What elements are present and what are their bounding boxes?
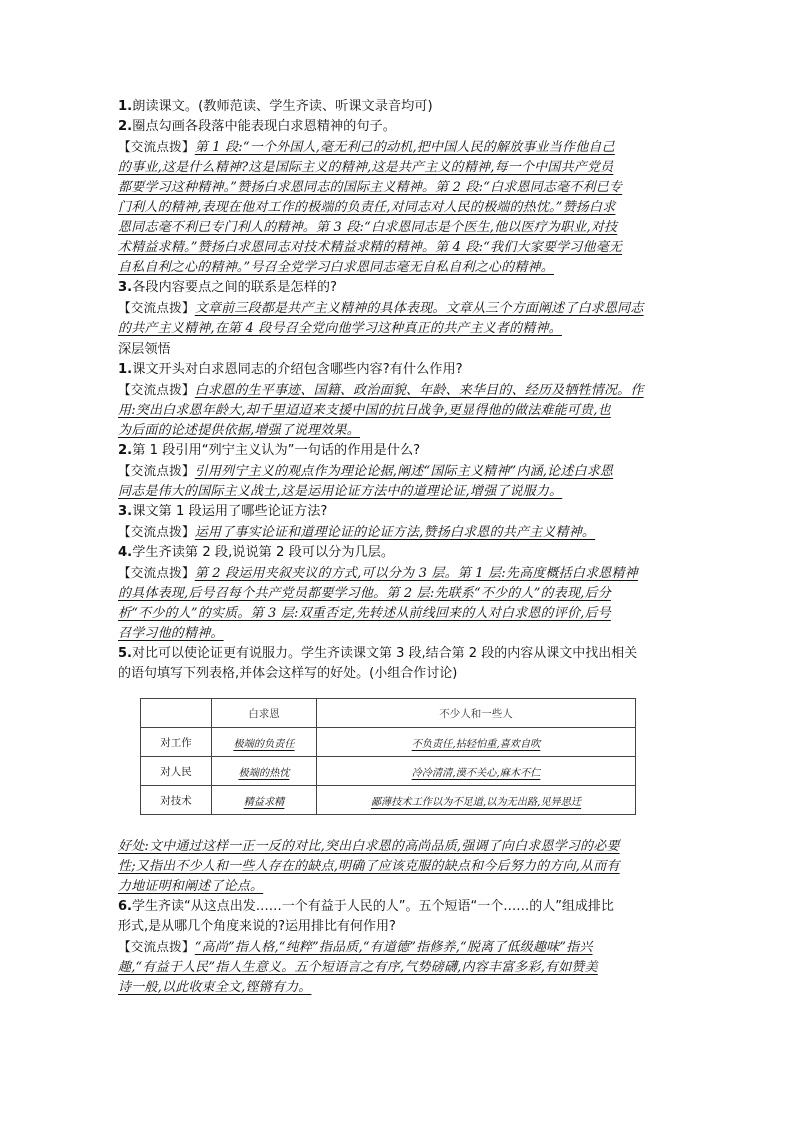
answer-tag: 【交流点拨】 bbox=[118, 463, 195, 478]
answer-tag: 【交流点拨】 bbox=[118, 300, 195, 315]
answer-deep-4: 【交流点拨】第 2 段运用夹叙夹议的方式,可以分为 3 层。第 1 层:先高度概括白求恩精神 的具体表现,后号召每个共产党员都要学习他。第 2 层:先联系“不少的人”的表现,后分 析“不少的人”的实质。第 3 层:双重否定,先转述从前线回来的人对白求恩的评价,后号 召学习他的精神。 bbox=[118, 565, 638, 641]
answer-tag: 【交流点拨】 bbox=[118, 565, 195, 580]
bethune-cell: 极端的负责任 bbox=[233, 738, 295, 750]
answer-deep-1: 【交流点拨】白求恩的生平事迹、国籍、政治面貌、年龄、来华目的、经历及牺牲情况。作 用:突出白求恩年龄大,却千里迢迢来支援中国的抗日战争,更显得他的做法难能可贵,也 为后面的论述提供依据,增强了说理效果。 bbox=[118, 382, 644, 438]
question-1: 1.朗读课文。(教师范读、学生齐读、听课文录音均可) bbox=[118, 99, 433, 114]
answer-2: 【交流点拨】第 1 段:“一个外国人,毫无利己的动机,把中国人民的解放事业当作他自己 的事业,这是什么精神?这是国际主义的精神,这是共产主义的精神,每一个中国共产党员 都要学习这种精神。”赞扬白求恩同志的国际主义精神。第 2 段:“白求恩同志毫不利已专 门利人的精神,表现在他对工作的极端的负责任,对同志对人民的极端的热忱。”赞扬白求 恩同志毫不利已专门利人的精神。第 3 段:“白求恩同志是个医生,他以医疗为职业,对技 术精益求精。”赞扬白求恩同志对技术精益求精的精神。第 4 段:“我们大家要学习他毫无 自私自利之心的精神。”号召全党学习白求恩同志毫无自私自利之心的精神。 bbox=[118, 139, 623, 275]
question-deep-2: 2.第 1 段引用“列宁主义认为”一句话的作用是什么? bbox=[118, 443, 421, 458]
bethune-cell: 极端的热忱 bbox=[238, 767, 290, 779]
column-header-bethune: 白求恩 bbox=[212, 699, 317, 728]
answer-deep-2: 【交流点拨】引用列宁主义的观点作为理论论据,阐述“国际主义精神”内涵,论述白求恩 同志是伟大的国际主义战士,这是运用论证方法中的道理论证,增强了说服力。 bbox=[118, 463, 614, 499]
question-deep-1: 1.课文开头对白求恩同志的介绍包含哪些内容?有什么作用? bbox=[118, 362, 463, 377]
others-cell: 不负责任,拈轻怕重,喜欢自吹 bbox=[411, 738, 541, 750]
comparison-table bbox=[140, 698, 636, 815]
answer-deep-5: 好处:文中通过这样一正一反的对比,突出白求恩的高尚品质,强调了向白求恩学习的必要 性;又指出不少人和一些人存在的缺点,明确了应该克服的缺点和今后努力的方向,从而有 力地证明和阐述了论点。 bbox=[118, 839, 620, 894]
bethune-cell: 精益求精 bbox=[243, 796, 285, 808]
table-row bbox=[141, 728, 636, 757]
row-label: 对技术 bbox=[141, 786, 212, 815]
answer-tag: 【交流点拨】 bbox=[118, 139, 195, 154]
answer-tag: 【交流点拨】 bbox=[118, 382, 195, 397]
row-label: 对工作 bbox=[141, 728, 212, 757]
document-body bbox=[118, 97, 678, 998]
table-row bbox=[141, 757, 636, 786]
question-deep-3: 3.课文第 1 段运用了哪些论证方法? bbox=[118, 504, 328, 519]
table-header-row bbox=[141, 699, 636, 728]
answer-deep-3: 【交流点拨】运用了事实论证和道理论证的论证方法,赞扬白求恩的共产主义精神。 bbox=[118, 524, 596, 540]
answer-deep-6: 【交流点拨】“高尚”指人格,“纯粹”指品质,“有道德”指修养,“脱离了低级趣味”指兴 趣,“有益于人民”指人生意义。五个短语言之有序,气势磅礴,内容丰富多彩,有如赞美 诗一般,以此收束全文,铿锵有力。 bbox=[118, 939, 598, 995]
answer-3: 【交流点拨】文章前三段都是共产主义精神的具体表现。文章从三个方面阐述了白求恩同志 的共产主义精神,在第 4 段号召全党向他学习这种真正的共产主义者的精神。 bbox=[118, 300, 644, 336]
question-deep-5: 5.对比可以使论证更有说服力。学生齐读课文第 3 段,结合第 2 段的内容从课文中找出相关 的语句填写下列表格,并体会这样写的好处。(小组合作讨论) bbox=[118, 646, 638, 681]
table-row bbox=[141, 786, 636, 815]
question-deep-6: 6.学生齐读“从这点出发……一个有益于人民的人”。五个短语“一个……的人”组成排比 形式,是从哪几个角度来说的?运用排比有何作用? bbox=[118, 899, 614, 934]
others-cell: 鄙薄技术工作以为不足道,以为无出路,见异思迁 bbox=[370, 796, 582, 808]
question-3: 3.各段内容要点之间的联系是怎样的? bbox=[118, 280, 337, 295]
column-header-others: 不少人和一些人 bbox=[317, 699, 636, 728]
answer-tag: 【交流点拨】 bbox=[118, 939, 195, 954]
section-title: 深层领悟 bbox=[118, 342, 171, 357]
row-label: 对人民 bbox=[141, 757, 212, 786]
question-2: 2.圈点勾画各段落中能表现白求恩精神的句子。 bbox=[118, 119, 396, 134]
answer-tag: 【交流点拨】 bbox=[118, 524, 195, 539]
question-deep-4: 4.学生齐读第 2 段,说说第 2 段可以分为几层。 bbox=[118, 545, 395, 560]
others-cell: 冷冷清清,漠不关心,麻木不仁 bbox=[411, 767, 541, 779]
